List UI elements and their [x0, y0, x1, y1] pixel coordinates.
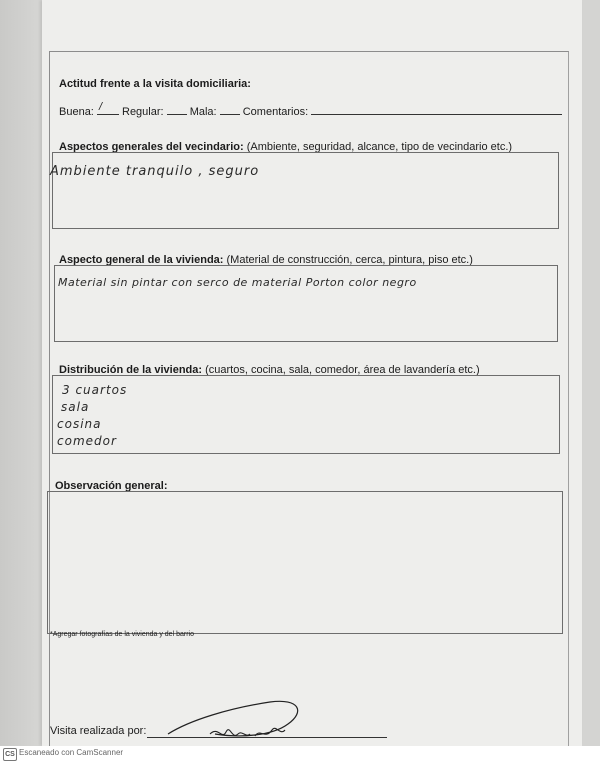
signature	[160, 690, 310, 746]
regular-blank[interactable]	[167, 103, 187, 115]
housing-handwriting: Material sin pintar con serco de material Porton color negro	[58, 276, 417, 289]
scanner-footer	[0, 746, 600, 762]
distribution-line-4: comedor	[57, 434, 117, 448]
visit-label: Visita realizada por:	[50, 725, 147, 737]
good-label: Buena:	[59, 106, 94, 118]
observation-heading: Observación general:	[55, 480, 168, 492]
neighborhood-handwriting: Ambiente tranquilo , seguro	[50, 164, 260, 179]
comments-blank[interactable]	[311, 103, 562, 115]
bad-blank[interactable]	[220, 103, 240, 115]
attitude-heading: Actitud frente a la visita domiciliaria:	[59, 78, 251, 90]
distribution-heading: Distribución de la vivienda: (cuartos, cocina, sala, comedor, área de lavandería etc.)	[59, 364, 480, 376]
observation-box[interactable]	[47, 491, 563, 634]
neighborhood-heading: Aspectos generales del vecindario: (Ambiente, seguridad, alcance, tipo de vecindario etc.)	[59, 141, 513, 153]
camscanner-watermark: Escaneado con CamScanner	[19, 748, 124, 757]
bad-label: Mala:	[189, 106, 217, 118]
good-check-mark: /	[98, 101, 102, 113]
page-shadow-edge	[0, 0, 42, 746]
camscanner-logo: CS	[3, 748, 17, 761]
distribution-box[interactable]	[52, 375, 560, 454]
attitude-options-row	[59, 103, 562, 118]
comments-label: Comentarios:	[242, 106, 309, 118]
distribution-line-3: cosina	[57, 417, 102, 431]
photo-footnote: *Agregar fotografías de la vivienda y del barrio	[50, 631, 194, 638]
distribution-line-1: 3 cuartos	[62, 383, 128, 397]
distribution-line-2: sala	[61, 400, 90, 414]
good-blank[interactable]	[97, 103, 119, 115]
regular-label: Regular:	[122, 106, 164, 118]
housing-heading: Aspecto general de la vivienda: (Material de construcción, cerca, pintura, piso etc.)	[59, 254, 473, 266]
